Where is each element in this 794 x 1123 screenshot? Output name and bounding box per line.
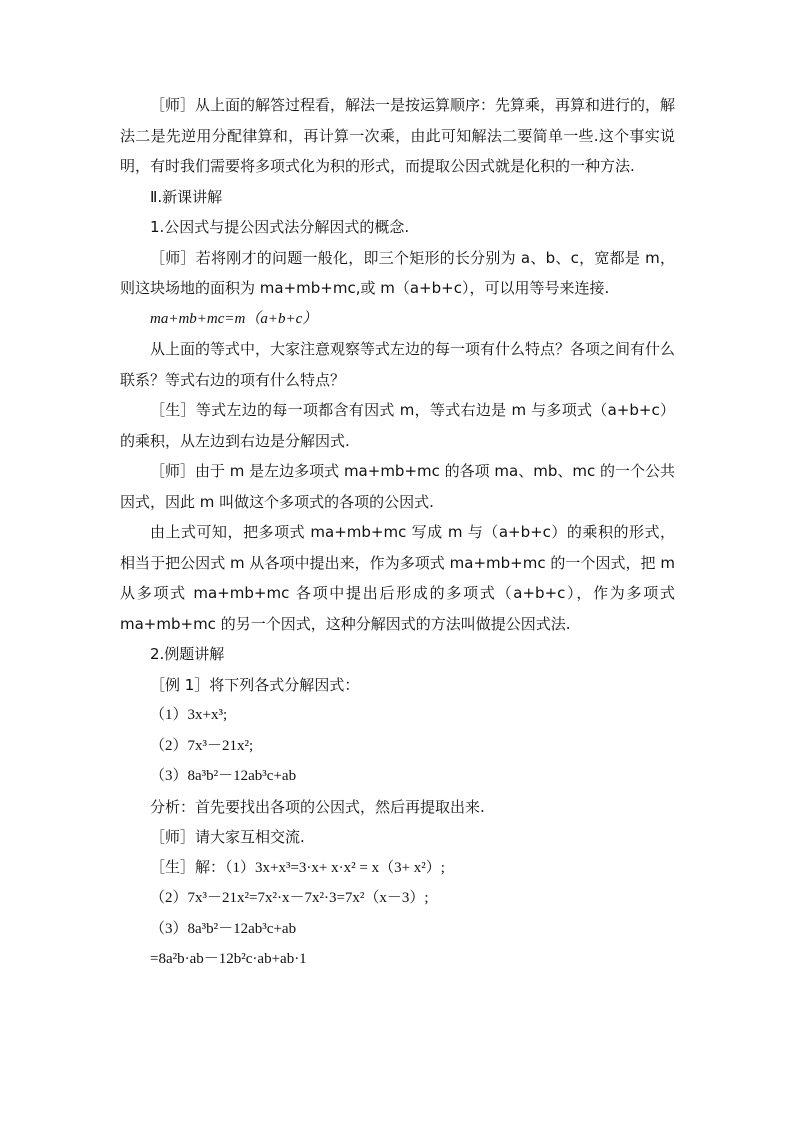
paragraph: ［师］请大家互相交流. — [150, 828, 305, 846]
solution-line: =8a²b·ab－12b²c·ab+ab·1 — [150, 951, 307, 967]
paragraph: ［生］等式左边的每一项都含有因式 m，等式右边是 m 与多项式（a+b+c）的乘积，从左边到右边是分解因式. — [120, 401, 675, 450]
exercise-item: （2）7x³－21x²; — [150, 737, 254, 754]
analysis-text: 分析：首先要找出各项的公因式，然后再提取出来. — [150, 797, 485, 816]
paragraph: ［师］由于 m 是左边多项式 ma+mb+mc 的各项 ma、mb、mc 的一个公共因式，因此 m 叫做这个多项式的各项的公因式. — [120, 462, 675, 511]
section-heading: Ⅱ.新课讲解 — [150, 187, 223, 206]
solution-line: （2）7x³－21x²=7x²·x－7x²·3=7x²（x－3）; — [150, 890, 429, 906]
exercise-item: （1）3x+x³; — [150, 707, 228, 723]
paragraph: 从上面的等式中，大家注意观察等式左边的每一项有什么特点？各项之间有什么联系？等式右边的项有什么特点？ — [120, 340, 676, 389]
equation: ma+mb+mc=m（a+b+c） — [150, 310, 318, 327]
paragraph: 由上式可知，把多项式 ma+mb+mc 写成 m 与（a+b+c）的乘积的形式，相当于把公因式 m 从各项中提出来，作为多项式 ma+mb+mc 的一个因式，把 m 从多项式 ma+mb+mc 各项中提出后形成的多项式（a+b+c），作为多项式 ma+mb+mc 的另一个因式，这种分解因式的方法叫做提公因式法. — [120, 523, 675, 633]
subsection-heading: 1.公因式与提公因式法分解因式的概念. — [150, 218, 410, 236]
paragraph: ［师］从上面的解答过程看，解法一是按运算顺序：先算乘，再算和进行的，解法二是先逆用分配律算和，再计算一次乘，由此可知解法二要简单一些.这个事实说明，有时我们需要将多项式化为积的形式，而提取公因式就是化积的一种方法. — [120, 96, 676, 175]
document-page — [120, 90, 675, 975]
exercise-item: （3）8a³b²－12ab³c+ab — [150, 768, 297, 784]
subsection-heading: 2.例题讲解 — [150, 645, 225, 663]
solution-line: ［生］解：（1）3x+x³=3·x+ x·x² = x（3+ x²）; — [150, 859, 445, 876]
solution-line: （3）8a³b²－12ab³c+ab — [150, 920, 297, 937]
paragraph: ［师］若将刚才的问题一般化，即三个矩形的长分别为 a、b、c，宽都是 m，则这块场地的面积为 ma+mb+mc,或 m（a+b+c），可以用等号来连接. — [120, 248, 675, 297]
example-heading: ［例 1］将下列各式分解因式： — [150, 675, 360, 694]
